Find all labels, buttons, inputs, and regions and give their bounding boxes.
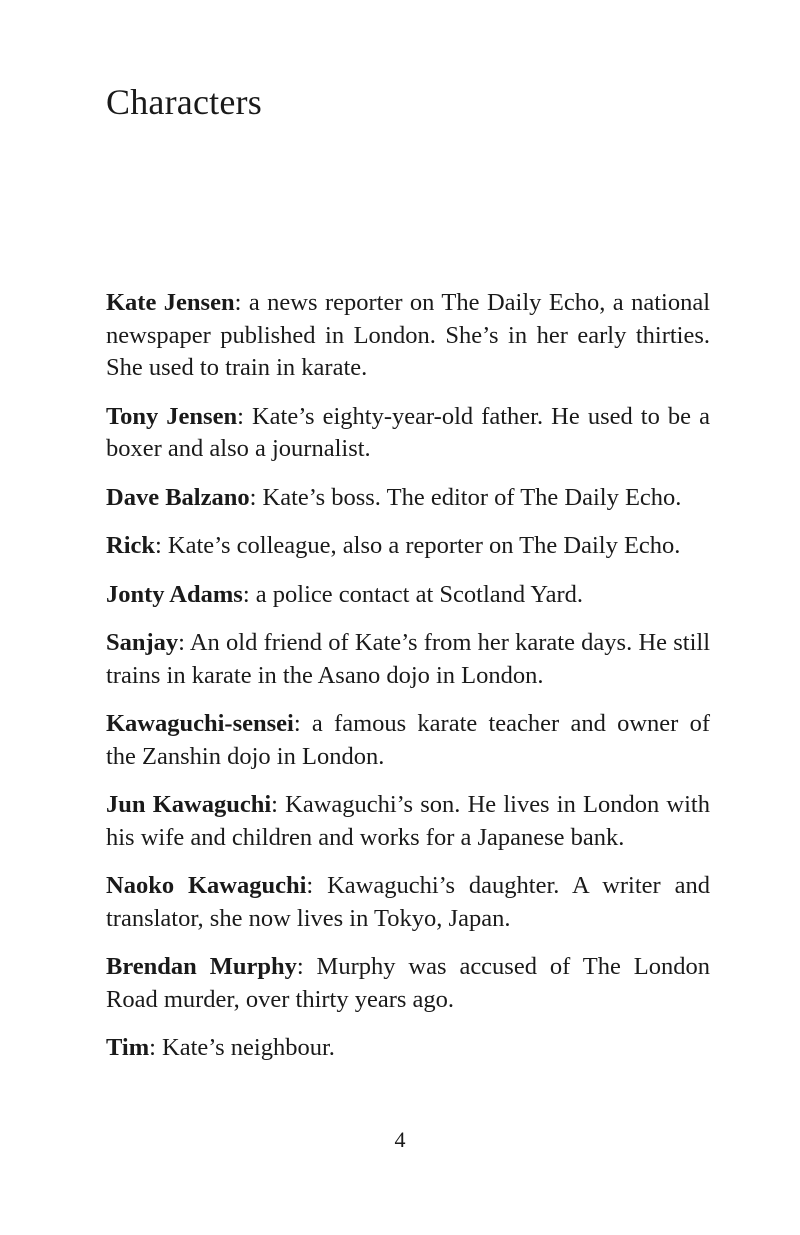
character-description: : a news reporter on The Daily Echo, a national newspaper published in London. She’s in her early thirties. She used to train in karate.	[106, 289, 711, 381]
character-description: : Kate’s neighbour.	[149, 1034, 335, 1061]
character-name: Jun Kawaguchi	[106, 791, 272, 818]
character-description: : a police contact at Scotland Yard.	[242, 580, 584, 608]
character-description: : Murphy was accused of The London Road murder, over thirty years ago.	[106, 953, 711, 1013]
page-title: Characters	[106, 82, 262, 122]
character-name: Brendan Murphy	[106, 953, 297, 980]
character-list	[106, 287, 710, 1081]
character-name: Tony Jensen	[106, 402, 238, 430]
character-entry	[106, 287, 710, 385]
character-entry	[106, 627, 710, 692]
page-number: 4	[394, 1127, 406, 1152]
character-entry	[106, 951, 710, 1016]
character-entry	[106, 482, 710, 515]
character-description: : An old friend of Kate’s from her karate days. He still trains in karate in the Asano dojo in London.	[106, 629, 710, 689]
character-name: Naoko Kawaguchi	[106, 872, 307, 899]
character-description: : Kate’s boss. The editor of The Daily Echo.	[249, 483, 682, 511]
character-entry	[106, 870, 710, 935]
character-description: : Kawaguchi’s son. He lives in London with his wife and children and works for a Japanese bank.	[106, 791, 710, 851]
character-description: : Kate’s colleague, also a reporter on The Daily Echo.	[155, 532, 681, 559]
character-entry	[106, 1032, 710, 1065]
character-name: Sanjay	[106, 629, 179, 656]
character-description: : Kawaguchi’s daughter. A writer and translator, she now lives in Tokyo, Japan.	[106, 872, 710, 932]
character-entry	[106, 708, 710, 773]
character-entry	[106, 579, 710, 612]
character-entry	[106, 401, 710, 466]
character-name: Kate Jensen	[106, 289, 235, 316]
character-description: : a famous karate teacher and owner of the Zanshin dojo in London.	[106, 710, 710, 770]
character-name: Jonty Adams	[106, 580, 243, 608]
character-name: Dave Balzano	[106, 483, 250, 511]
character-name: Kawaguchi-sensei	[106, 710, 294, 737]
character-entry	[106, 530, 710, 563]
character-name: Tim	[106, 1034, 150, 1061]
character-entry	[106, 789, 710, 854]
character-name: Rick	[106, 532, 155, 559]
character-description: : Kate’s eighty-year-old father. He used to be a boxer and also a journalist.	[106, 402, 710, 462]
